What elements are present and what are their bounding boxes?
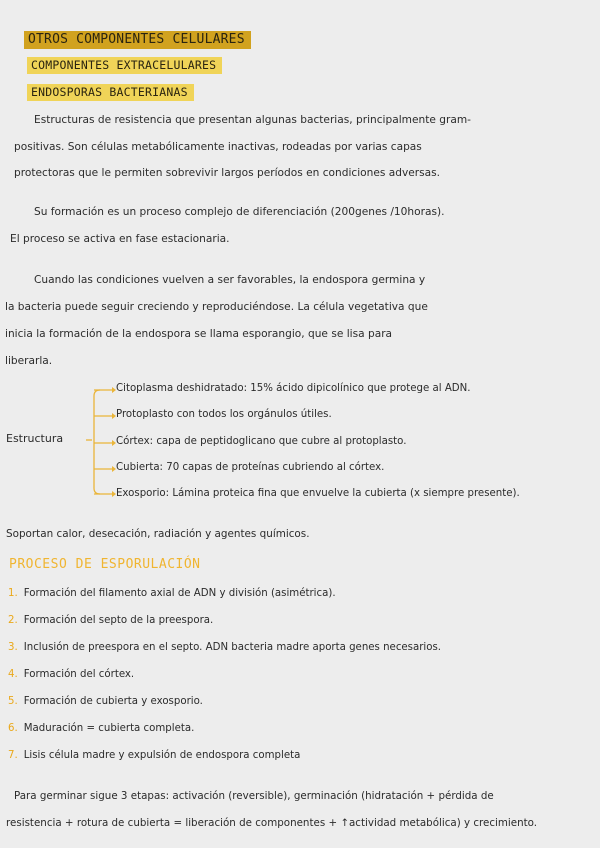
process-step bbox=[8, 723, 194, 734]
step-number: 5. bbox=[8, 696, 18, 707]
step-number: 4. bbox=[8, 669, 18, 680]
structure-label: Estructura bbox=[6, 432, 64, 445]
structure-item-exosporium: Exosporio: Lámina proteica fina que envuelve la cubierta (x siempre presente). bbox=[116, 488, 520, 499]
topic-heading: ENDOSPORAS BACTERIANAS bbox=[27, 84, 194, 101]
final-line: resistencia + rotura de cubierta = liberación de componentes + ↑actividad metabólica) y crecimiento. bbox=[6, 817, 538, 829]
formation-line: El proceso se activa en fase estacionaria. bbox=[10, 233, 230, 245]
structure-item-cytoplasm: Citoplasma deshidratado: 15% ácido dipicolínico que protege al ADN. bbox=[116, 383, 471, 394]
germination-line: inicia la formación de la endospora se llama esporangio, que se lisa para bbox=[5, 328, 393, 340]
step-text: Formación del córtex. bbox=[23, 669, 135, 680]
process-step bbox=[8, 642, 441, 653]
step-number: 7. bbox=[8, 750, 18, 761]
structure-item-protoplast: Protoplasto con todos los orgánulos útiles. bbox=[116, 409, 332, 420]
final-line: Para germinar sigue 3 etapas: activación (reversible), germinación (hidratación + pérdida de bbox=[14, 790, 494, 802]
process-step bbox=[8, 750, 300, 761]
sub-heading: COMPONENTES EXTRACELULARES bbox=[27, 57, 222, 74]
intro-line: Estructuras de resistencia que presentan algunas bacterias, principalmente gram- bbox=[34, 114, 471, 126]
step-number: 2. bbox=[8, 615, 18, 626]
step-text: Inclusión de preespora en el septo. ADN bacteria madre aporta genes necesarios. bbox=[23, 642, 442, 653]
step-number: 6. bbox=[8, 723, 18, 734]
intro-line: positivas. Son células metabólicamente inactivas, rodeadas por varias capas bbox=[14, 141, 422, 153]
intro-line: protectoras que le permiten sobrevivir largos períodos en condiciones adversas. bbox=[14, 167, 441, 179]
step-text: Formación del filamento axial de ADN y división (asimétrica). bbox=[23, 588, 336, 599]
step-text: Formación de cubierta y exosporio. bbox=[23, 696, 203, 707]
step-text: Formación del septo de la preespora. bbox=[23, 615, 214, 626]
process-step bbox=[8, 696, 203, 707]
resistance-text: Soportan calor, desecación, radiación y agentes químicos. bbox=[6, 528, 310, 540]
process-title: PROCESO DE ESPORULACIÓN bbox=[9, 557, 201, 572]
formation-line: Su formación es un proceso complejo de diferenciación (200genes /10horas). bbox=[34, 206, 445, 218]
process-step bbox=[8, 615, 213, 626]
germination-line: la bacteria puede seguir creciendo y reproduciéndose. La célula vegetativa que bbox=[5, 301, 428, 313]
step-number: 1. bbox=[8, 588, 18, 599]
process-step bbox=[8, 669, 134, 680]
germination-line: Cuando las condiciones vuelven a ser favorables, la endospora germina y bbox=[34, 274, 426, 286]
structure-item-coat: Cubierta: 70 capas de proteínas cubriendo al córtex. bbox=[116, 462, 385, 473]
process-step bbox=[8, 588, 336, 599]
germination-line: liberarla. bbox=[5, 355, 53, 367]
step-text: Maduración = cubierta completa. bbox=[23, 723, 195, 734]
step-number: 3. bbox=[8, 642, 18, 653]
structure-item-cortex: Córtex: capa de peptidoglicano que cubre al protoplasto. bbox=[116, 436, 407, 447]
main-heading: OTROS COMPONENTES CELULARES bbox=[24, 31, 251, 49]
step-text: Lisis célula madre y expulsión de endospora completa bbox=[23, 750, 301, 761]
